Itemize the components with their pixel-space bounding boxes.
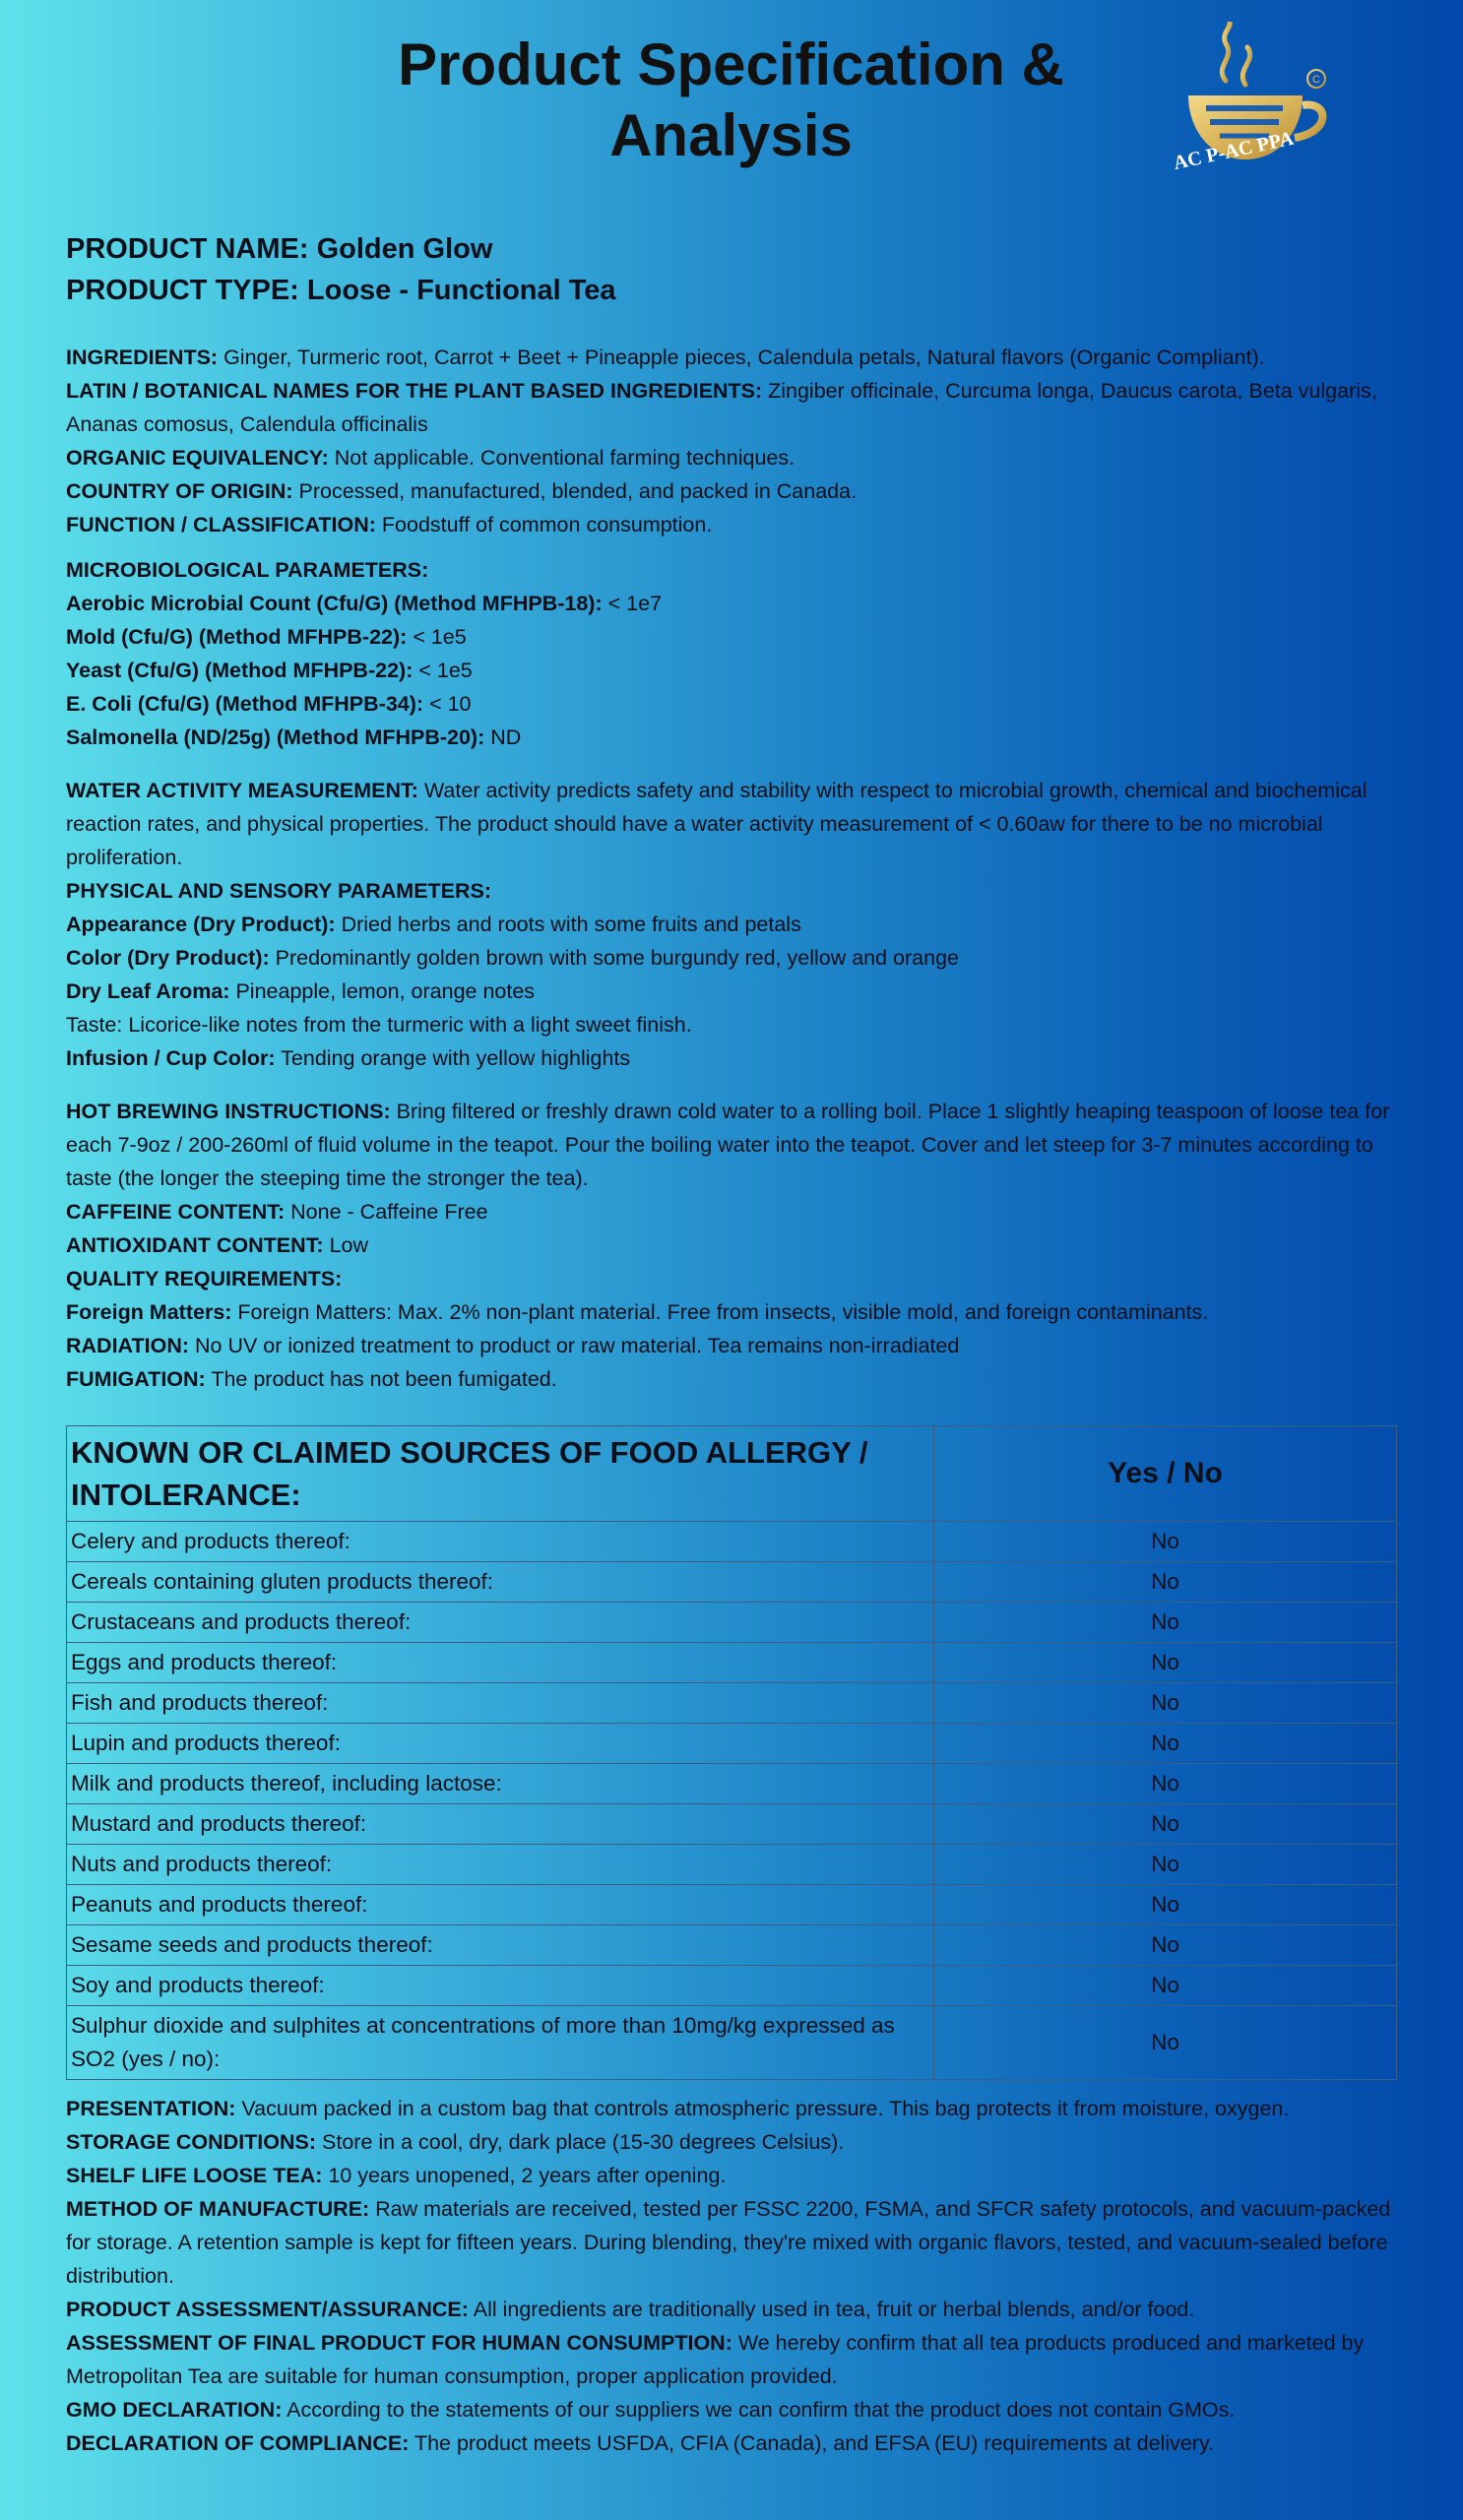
field-value: None - Caffeine Free bbox=[290, 1200, 488, 1224]
table-row bbox=[67, 1764, 1397, 1804]
table-row bbox=[67, 1522, 1397, 1562]
logo-text: AC P-AC PPA bbox=[1171, 127, 1296, 174]
allergen-value: No bbox=[934, 2006, 1397, 2080]
allergen-value: No bbox=[934, 1724, 1397, 1764]
allergen-value: No bbox=[934, 1925, 1397, 1966]
allergen-value: No bbox=[934, 1643, 1397, 1683]
field-value: Low bbox=[329, 1233, 369, 1257]
field-value: Vacuum packed in a custom bag that controls atmospheric pressure. This bag protects it from moisture, oxygen. bbox=[241, 2097, 1290, 2120]
physical-item bbox=[66, 908, 1397, 941]
allergen-name: Peanuts and products thereof: bbox=[67, 1885, 934, 1925]
field-value: Taste: Licorice-like notes from the turmeric with a light sweet finish. bbox=[66, 1013, 692, 1037]
allergen-value: No bbox=[934, 1804, 1397, 1845]
yes-no-header: Yes / No bbox=[934, 1426, 1397, 1522]
table-row bbox=[67, 1724, 1397, 1764]
field-value: The product has not been fumigated. bbox=[211, 1367, 557, 1391]
section-heading: PHYSICAL AND SENSORY PARAMETERS: bbox=[66, 879, 492, 903]
field-label: Mold (Cfu/G) (Method MFHPB-22): bbox=[66, 625, 408, 649]
field-value: According to the statements of our suppliers we can confirm that the product does not contain GMOs. bbox=[286, 2398, 1236, 2422]
shelf-life-line bbox=[66, 2159, 1397, 2192]
human-consumption-line bbox=[66, 2326, 1397, 2393]
field-label: Infusion / Cup Color: bbox=[66, 1046, 276, 1070]
gmo-declaration-line bbox=[66, 2393, 1397, 2426]
field-label: Color (Dry Product): bbox=[66, 946, 270, 970]
field-label: Foreign Matters: bbox=[66, 1300, 232, 1324]
allergen-name: Lupin and products thereof: bbox=[67, 1724, 934, 1764]
micro-item bbox=[66, 620, 1397, 654]
brewing-instructions-line bbox=[66, 1095, 1397, 1195]
field-value: No UV or ionized treatment to product or raw material. Tea remains non-irradiated bbox=[195, 1334, 960, 1357]
field-value: Water activity predicts safety and stability with respect to microbial growth, chemical and biochemical reaction rates, and physical properties. The product should have a water activity measurement of < 0.60aw for there to be no microbial proliferation. bbox=[66, 779, 1368, 869]
field-label: STORAGE CONDITIONS: bbox=[66, 2130, 317, 2154]
field-value: Raw materials are received, tested per FSSC 2200, FSMA, and SFCR safety protocols, and vacuum-packed for storage. A retention sample is kept for fifteen years. During blending, they're mixed with organic flavors, tested, and vacuum-sealed before distribution. bbox=[66, 2197, 1391, 2288]
field-label: ORGANIC EQUIVALENCY: bbox=[66, 446, 329, 470]
allergen-value: No bbox=[934, 1603, 1397, 1643]
section-heading: MICROBIOLOGICAL PARAMETERS: bbox=[66, 558, 429, 582]
field-value: Predominantly golden brown with some burgundy red, yellow and orange bbox=[275, 946, 960, 970]
micro-item bbox=[66, 587, 1397, 620]
physical-item bbox=[66, 1041, 1397, 1075]
allergen-name: Milk and products thereof, including lactose: bbox=[67, 1764, 934, 1804]
field-label: FUMIGATION: bbox=[66, 1367, 206, 1391]
product-assessment-line bbox=[66, 2293, 1397, 2326]
table-row bbox=[67, 2006, 1397, 2080]
field-label: COUNTRY OF ORIGIN: bbox=[66, 479, 293, 503]
country-of-origin-line bbox=[66, 474, 1397, 508]
field-label: CAFFEINE CONTENT: bbox=[66, 1200, 286, 1224]
allergen-name: Fish and products thereof: bbox=[67, 1683, 934, 1724]
table-header-row bbox=[67, 1426, 1397, 1522]
allergen-value: No bbox=[934, 1522, 1397, 1562]
field-value: Bring filtered or freshly drawn cold water to a rolling boil. Place 1 slightly heaping teaspoon of loose tea for each 7-9oz / 200-260ml of fluid volume in the teapot. Pour the boiling water into the teapot. Cover and let steep for 3-7 minutes according to taste (the longer the steeping time the stronger the tea). bbox=[66, 1100, 1390, 1190]
allergen-name: Mustard and products thereof: bbox=[67, 1804, 934, 1845]
field-label: WATER ACTIVITY MEASUREMENT: bbox=[66, 779, 418, 802]
water-physical-section bbox=[66, 774, 1397, 1075]
allergen-name: Crustaceans and products thereof: bbox=[67, 1603, 934, 1643]
product-name-value: Golden Glow bbox=[316, 233, 493, 265]
field-label: ANTIOXIDANT CONTENT: bbox=[66, 1233, 324, 1257]
allergen-name: Sesame seeds and products thereof: bbox=[67, 1925, 934, 1966]
field-value: The product meets USFDA, CFIA (Canada), and EFSA (EU) requirements at delivery. bbox=[413, 2431, 1215, 2455]
table-row bbox=[67, 1966, 1397, 2006]
product-type-line bbox=[66, 270, 1397, 311]
field-value: Processed, manufactured, blended, and packed in Canada. bbox=[298, 479, 858, 503]
presentation-line bbox=[66, 2092, 1397, 2125]
field-value: All ingredients are traditionally used in tea, fruit or herbal blends, and/or food. bbox=[473, 2298, 1195, 2321]
allergen-name: Eggs and products thereof: bbox=[67, 1643, 934, 1683]
tea-cup-logo bbox=[1167, 22, 1344, 189]
allergen-value: No bbox=[934, 1764, 1397, 1804]
field-label: RADIATION: bbox=[66, 1334, 190, 1357]
caffeine-line bbox=[66, 1195, 1397, 1228]
field-label: FUNCTION / CLASSIFICATION: bbox=[66, 513, 376, 536]
compliance-declaration-line bbox=[66, 2426, 1397, 2460]
field-value: Not applicable. Conventional farming techniques. bbox=[334, 446, 795, 470]
field-value: Zingiber officinale, Curcuma longa, Daucus carota, Beta vulgaris, Ananas comosus, Calendula officinalis bbox=[66, 379, 1377, 436]
field-value: Pineapple, lemon, orange notes bbox=[235, 979, 536, 1003]
field-value: Ginger, Turmeric root, Carrot + Beet + Pineapple pieces, Calendula petals, Natural flavors (Organic Compliant). bbox=[223, 346, 1265, 369]
field-label: Dry Leaf Aroma: bbox=[66, 979, 230, 1003]
allergen-name: Cereals containing gluten products thereof: bbox=[67, 1562, 934, 1603]
product-name-label: PRODUCT NAME: bbox=[66, 233, 309, 265]
physical-item bbox=[66, 941, 1397, 975]
field-label: Appearance (Dry Product): bbox=[66, 913, 336, 936]
antioxidant-line bbox=[66, 1228, 1397, 1262]
field-label: QUALITY REQUIREMENTS: bbox=[66, 1267, 343, 1291]
general-info-section bbox=[66, 341, 1397, 541]
field-label: Salmonella (ND/25g) (Method MFHPB-20): bbox=[66, 725, 485, 749]
foreign-matters-line bbox=[66, 1295, 1397, 1329]
field-label: E. Coli (Cfu/G) (Method MFHPB-34): bbox=[66, 692, 424, 716]
field-label: DECLARATION OF COMPLIANCE: bbox=[66, 2431, 410, 2455]
svg-text:C: C bbox=[1312, 74, 1320, 86]
field-value: < 1e7 bbox=[607, 592, 663, 615]
microbiological-section bbox=[66, 553, 1397, 754]
document-content bbox=[66, 228, 1397, 2460]
allergen-name: Sulphur dioxide and sulphites at concentrations of more than 10mg/kg expressed as SO2 (yes / no): bbox=[67, 2006, 934, 2080]
allergen-value: No bbox=[934, 1683, 1397, 1724]
fumigation-line bbox=[66, 1362, 1397, 1396]
product-type-value: Loose - Functional Tea bbox=[306, 275, 616, 306]
table-row bbox=[67, 1643, 1397, 1683]
allergen-value: No bbox=[934, 1562, 1397, 1603]
table-row bbox=[67, 1562, 1397, 1603]
water-activity-line bbox=[66, 774, 1397, 874]
micro-item bbox=[66, 687, 1397, 721]
physical-item bbox=[66, 975, 1397, 1008]
field-label: PRODUCT ASSESSMENT/ASSURANCE: bbox=[66, 2298, 469, 2321]
field-value: Foodstuff of common consumption. bbox=[381, 513, 713, 536]
field-value: Dried herbs and roots with some fruits and petals bbox=[341, 913, 801, 936]
field-label: ASSESSMENT OF FINAL PRODUCT FOR HUMAN CONSUMPTION: bbox=[66, 2331, 732, 2355]
radiation-line bbox=[66, 1329, 1397, 1362]
allergen-name: Celery and products thereof: bbox=[67, 1522, 934, 1562]
field-label: GMO DECLARATION: bbox=[66, 2398, 283, 2422]
organic-equivalency-line bbox=[66, 441, 1397, 474]
allergen-name: Soy and products thereof: bbox=[67, 1966, 934, 2006]
field-label: PRESENTATION: bbox=[66, 2097, 236, 2120]
storage-conditions-line bbox=[66, 2125, 1397, 2159]
allergen-value: No bbox=[934, 1845, 1397, 1885]
function-classification-line bbox=[66, 508, 1397, 541]
field-label: HOT BREWING INSTRUCTIONS: bbox=[66, 1100, 391, 1123]
field-value: < 1e5 bbox=[413, 625, 467, 649]
allergy-header: KNOWN OR CLAIMED SOURCES OF FOOD ALLERGY / INTOLERANCE: bbox=[67, 1426, 934, 1522]
field-label: INGREDIENTS: bbox=[66, 346, 219, 369]
quality-heading-line bbox=[66, 1262, 1397, 1295]
field-value: Store in a cool, dry, dark place (15-30 degrees Celsius). bbox=[322, 2130, 845, 2154]
field-value: < 1e5 bbox=[418, 659, 473, 682]
field-value: 10 years unopened, 2 years after opening. bbox=[328, 2164, 727, 2187]
allergen-name: Nuts and products thereof: bbox=[67, 1845, 934, 1885]
field-label: Aerobic Microbial Count (Cfu/G) (Method MFHPB-18): bbox=[66, 592, 603, 615]
table-row bbox=[67, 1804, 1397, 1845]
method-of-manufacture-line bbox=[66, 2192, 1397, 2293]
ingredients-line bbox=[66, 341, 1397, 374]
storage-compliance-section bbox=[66, 2092, 1397, 2460]
allergen-value: No bbox=[934, 1885, 1397, 1925]
field-label: LATIN / BOTANICAL NAMES FOR THE PLANT BASED INGREDIENTS: bbox=[66, 379, 763, 403]
micro-item bbox=[66, 721, 1397, 754]
field-value: Foreign Matters: Max. 2% non-plant material. Free from insects, visible mold, and foreign contaminants. bbox=[237, 1300, 1209, 1324]
field-value: ND bbox=[490, 725, 522, 749]
table-row bbox=[67, 1603, 1397, 1643]
field-label: SHELF LIFE LOOSE TEA: bbox=[66, 2164, 323, 2187]
product-name-line bbox=[66, 228, 1397, 270]
micro-item bbox=[66, 654, 1397, 687]
table-row bbox=[67, 1845, 1397, 1885]
page-title: Product Specification & Analysis bbox=[398, 32, 1064, 168]
physical-item bbox=[66, 1008, 1397, 1041]
table-row bbox=[67, 1885, 1397, 1925]
table-row bbox=[67, 1925, 1397, 1966]
field-label: Yeast (Cfu/G) (Method MFHPB-22): bbox=[66, 659, 413, 682]
product-type-label: PRODUCT TYPE: bbox=[66, 275, 299, 306]
field-value: Tending orange with yellow highlights bbox=[281, 1046, 631, 1070]
botanical-names-line bbox=[66, 374, 1397, 441]
allergy-table bbox=[66, 1425, 1397, 2080]
table-row bbox=[67, 1683, 1397, 1724]
field-value: We hereby confirm that all tea products produced and marketed by Metropolitan Tea are suitable for human consumption, proper application provided. bbox=[66, 2331, 1365, 2388]
brewing-quality-section bbox=[66, 1095, 1397, 1396]
allergen-value: No bbox=[934, 1966, 1397, 2006]
field-label: METHOD OF MANUFACTURE: bbox=[66, 2197, 370, 2221]
field-value: < 10 bbox=[429, 692, 472, 716]
